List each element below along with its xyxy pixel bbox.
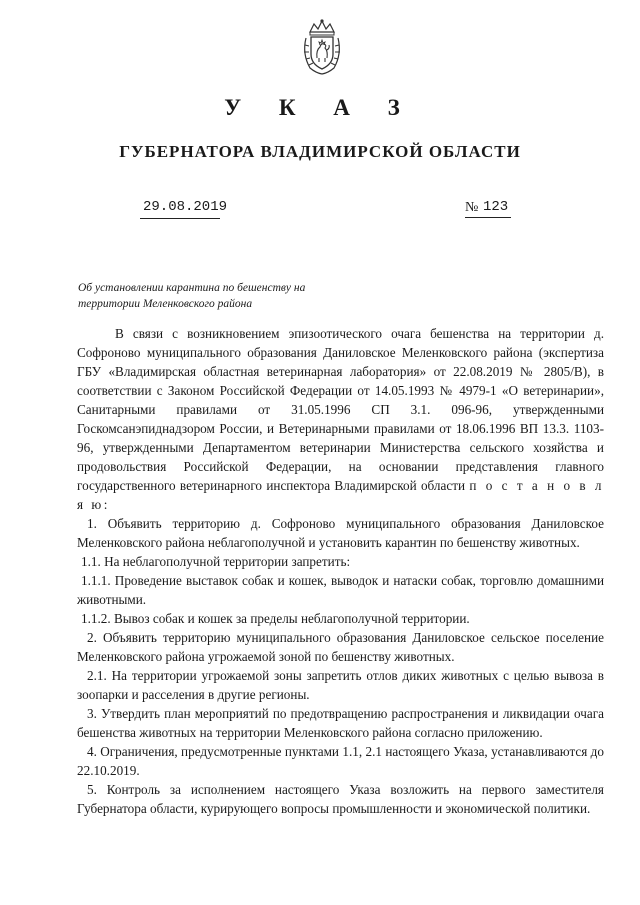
item-3: 3. Утвердить план мероприятий по предотвращению распространения и ликвидации очага бешенства животных на территории Меленковского района согласно приложению. — [77, 706, 604, 740]
item-1: 1. Объявить территорию д. Софроново муниципального образования Даниловское Меленковского района неблагополучной и установить карантин по бешенству животных. — [77, 516, 604, 550]
issuer-title: ГУБЕРНАТОРА ВЛАДИМИРСКОЙ ОБЛАСТИ — [119, 142, 521, 161]
subject-line-2: территории Меленковского района — [78, 298, 253, 310]
item-5: 5. Контроль за исполнением настоящего Указа возложить на первого заместителя Губернатора области, курирующего вопросы промышленности и экономической политики. — [77, 782, 604, 816]
item-2: 2. Объявить территорию муниципального образования Даниловское сельское поселение Меленковского района угрожаемой зоной по бешенству животных. — [77, 630, 604, 664]
number-underline — [465, 217, 511, 218]
preamble-text: В связи с возникновением эпизоотического очага бешенства на территории д. Софроново муниципального образования Даниловское Меленковского района (экспертиза ГБУ «Владимирская областная ветеринарная лаборатория» от 22.08.2019 № 2805/В), в соответствии с Законом Российской Федерации от 14.05.1993 № 4979-1 «О ветеринарии», Санитарными правилами от 31.05.1996 СП 3.1. 096-96, утвержденными Госкомсанэпиднадзором России, и Ветеринарными правилами от 18.06.1996 ВП 13.3. 1103-96, утвержденными Департаментом ветеринарии Министерства сельского хозяйства и продовольствия Российской Федерации, на основании представления главного государственного ветеринарного инспектора Владимирской области — [77, 326, 604, 493]
vladimir-coat-of-arms-icon — [300, 18, 344, 76]
decree-word: п о с т а н о в л я ю: — [77, 478, 605, 512]
decree-subject — [78, 280, 368, 312]
decree-body — [77, 324, 604, 818]
item-1-1: 1.1. На неблагополучной территории запретить: — [81, 554, 351, 569]
item-4: 4. Ограничения, предусмотренные пунктами 1.1, 2.1 настоящего Указа, устанавливаются до 22.10.2019. — [77, 744, 604, 778]
item-1-1-1: 1.1.1. Проведение выставок собак и кошек, выводок и натаски собак, торговлю домашними животными. — [77, 573, 604, 607]
date-underline — [140, 218, 220, 219]
document-type-title: У К А З — [224, 95, 416, 120]
preamble-paragraph — [77, 324, 604, 514]
number-label: № — [465, 200, 479, 215]
item-1-1-2: 1.1.2. Вывоз собак и кошек за пределы неблагополучной территории. — [81, 611, 470, 626]
decree-number: 123 — [483, 199, 509, 215]
item-2-1: 2.1. На территории угрожаемой зоны запретить отлов диких животных с целью вывоза в зоопарки и расселения в другие регионы. — [77, 668, 604, 702]
subject-line-1: Об установлении карантина по бешенству на — [78, 282, 306, 294]
decree-date: 29.08.2019 — [143, 199, 228, 215]
